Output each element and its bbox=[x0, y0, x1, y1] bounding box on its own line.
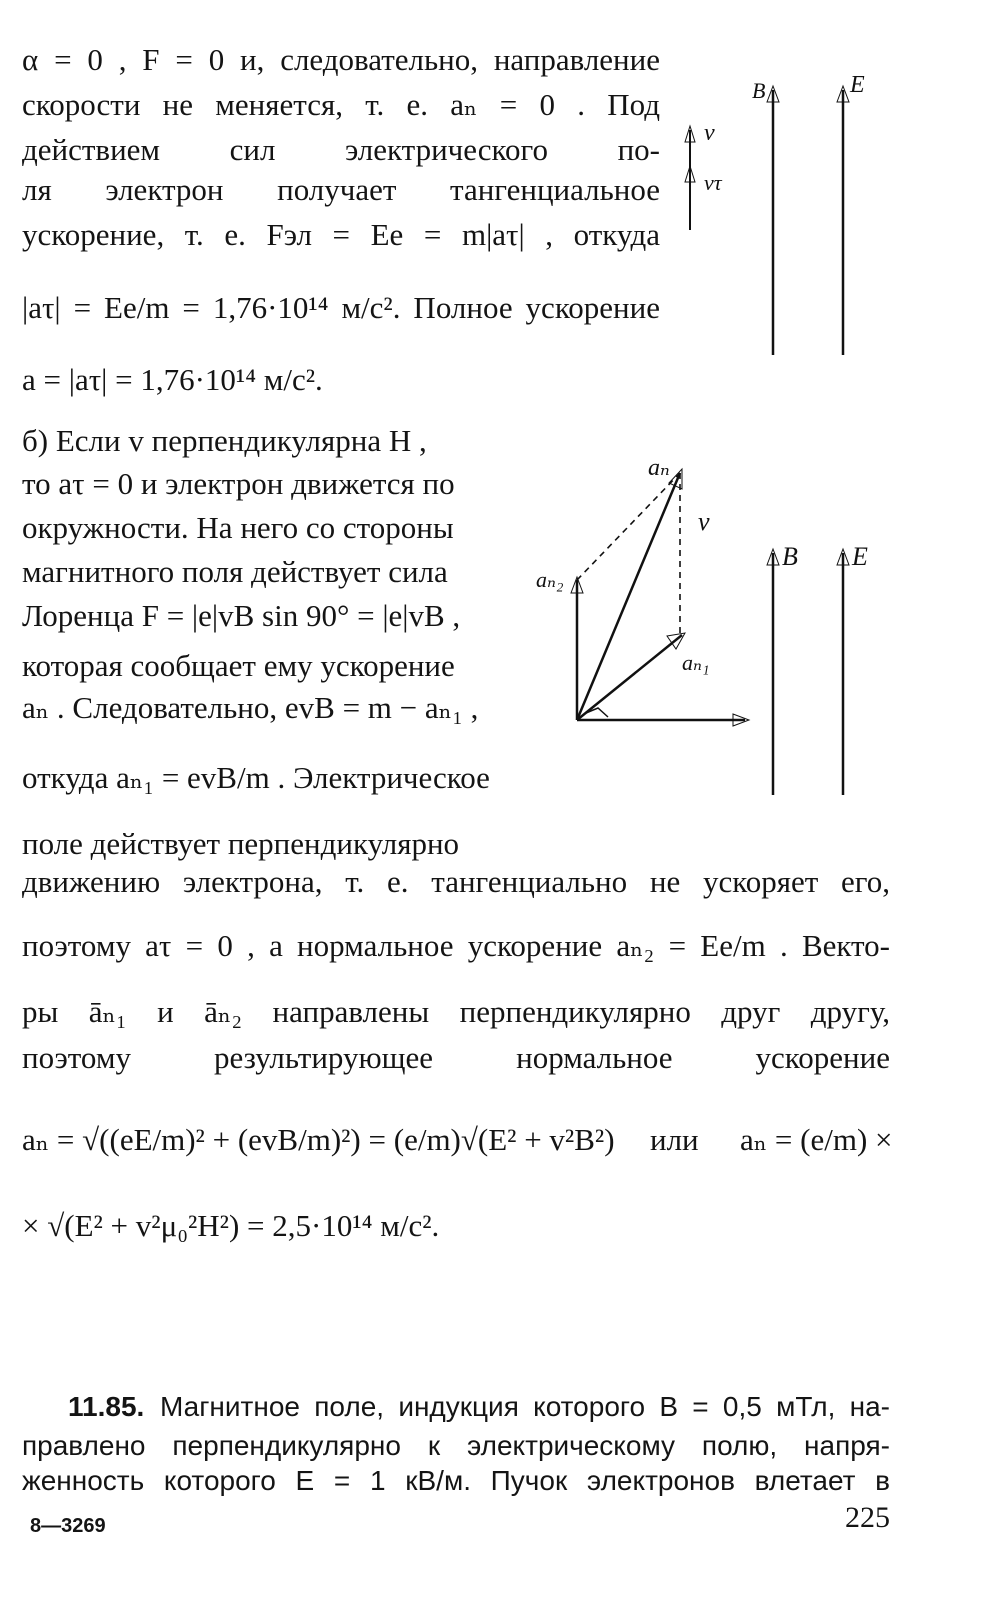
fig2-label-an2: aₙ₂ bbox=[536, 567, 564, 592]
part-a-line-2: скорости не меняется, т. е. aₙ = 0 . Под bbox=[22, 87, 660, 122]
fig1-label-vt: vτ bbox=[704, 170, 722, 195]
formula-alternative-end: × √(E² + v²μ₀²H²) = 2,5·10¹⁴ м/с². bbox=[22, 1208, 440, 1243]
or-word: или bbox=[650, 1122, 699, 1157]
page-number: 225 bbox=[845, 1501, 890, 1534]
part-b-line-6: которая сообщает ему ускорение bbox=[22, 648, 455, 683]
part-a-line-7: a = |aτ| = 1,76·10¹⁴ м/с². bbox=[22, 362, 323, 397]
fig2-label-v: v bbox=[698, 507, 710, 536]
part-b-line-3: окружности. На него со стороны bbox=[22, 510, 454, 545]
part-b-line-8: откуда aₙ₁ = evB/m . Электрическое bbox=[22, 760, 490, 795]
fig2-label-an: aₙ bbox=[648, 455, 670, 481]
fig1-label-e: E bbox=[850, 72, 865, 98]
dashed-top bbox=[577, 473, 680, 580]
problem-line-1: Магнитное поле, индукция которого B = 0,5 мТл, на- bbox=[160, 1391, 890, 1422]
part-b-line-10: движению электрона, т. е. тангенциально не ускоряет его, bbox=[22, 864, 890, 899]
part-a-line-6: |aτ| = Ee/m = 1,76·10¹⁴ м/с². Полное ускорение bbox=[22, 290, 660, 325]
problem-line-3: женность которого E = 1 кВ/м. Пучок электронов влетает в bbox=[22, 1465, 890, 1496]
problem-number: 11.85. bbox=[68, 1391, 145, 1422]
an1-vector bbox=[577, 635, 682, 720]
part-b-line-5: Лоренца F = |e|vB sin 90° = |e|vB , bbox=[22, 598, 461, 633]
part-b-line-1: б) Если v перпендикулярна H , bbox=[22, 423, 427, 458]
part-b-line-7: aₙ . Следовательно, evB = m − aₙ₁ , bbox=[22, 690, 479, 725]
fig2-label-an1: aₙ₁ bbox=[682, 650, 710, 675]
fig2-label-e: E bbox=[852, 542, 868, 571]
formula-alternative-start: aₙ = (e/m) × bbox=[740, 1122, 893, 1157]
fig1-label-v: v bbox=[704, 120, 715, 146]
fig2-label-b: B bbox=[782, 542, 798, 571]
figure-2-acceleration-diagram bbox=[530, 445, 890, 815]
an-vector bbox=[577, 473, 680, 720]
part-b-line-13: поэтому результирующее нормальное ускорение bbox=[22, 1040, 890, 1075]
part-b-line-12: ры āₙ₁ и āₙ₂ направлены перпендикулярно друг другу, bbox=[22, 994, 890, 1029]
problem-line-2: правлено перпендикулярно к электрическому полю, напря- bbox=[22, 1430, 890, 1461]
part-b-line-2: то aτ = 0 и электрон движется по bbox=[22, 466, 455, 501]
part-b-line-4: магнитного поля действует сила bbox=[22, 554, 448, 589]
fig1-label-b: B bbox=[752, 78, 766, 103]
printer-signature: 8—3269 bbox=[30, 1515, 106, 1537]
part-a-line-1: α = 0 , F = 0 и, следовательно, направление bbox=[22, 42, 660, 77]
formula-resultant-acceleration: aₙ = √((eE/m)² + (evB/m)²) = (e/m)√(E² + v²B²) bbox=[22, 1122, 615, 1157]
part-b-line-9: поле действует перпендикулярно bbox=[22, 826, 460, 861]
part-b-line-11: поэтому aτ = 0 , а нормальное ускорение aₙ₂ = Ee/m . Векто- bbox=[22, 928, 890, 963]
part-a-line-4: ля электрон получает тангенциальное bbox=[22, 172, 660, 207]
part-a-line-3: действием сил электрического по- bbox=[22, 132, 660, 167]
part-a-line-5: ускорение, т. е. Fэл = Ee = m|aτ| , откуда bbox=[22, 217, 660, 252]
figure-1-field-vectors bbox=[680, 60, 910, 360]
